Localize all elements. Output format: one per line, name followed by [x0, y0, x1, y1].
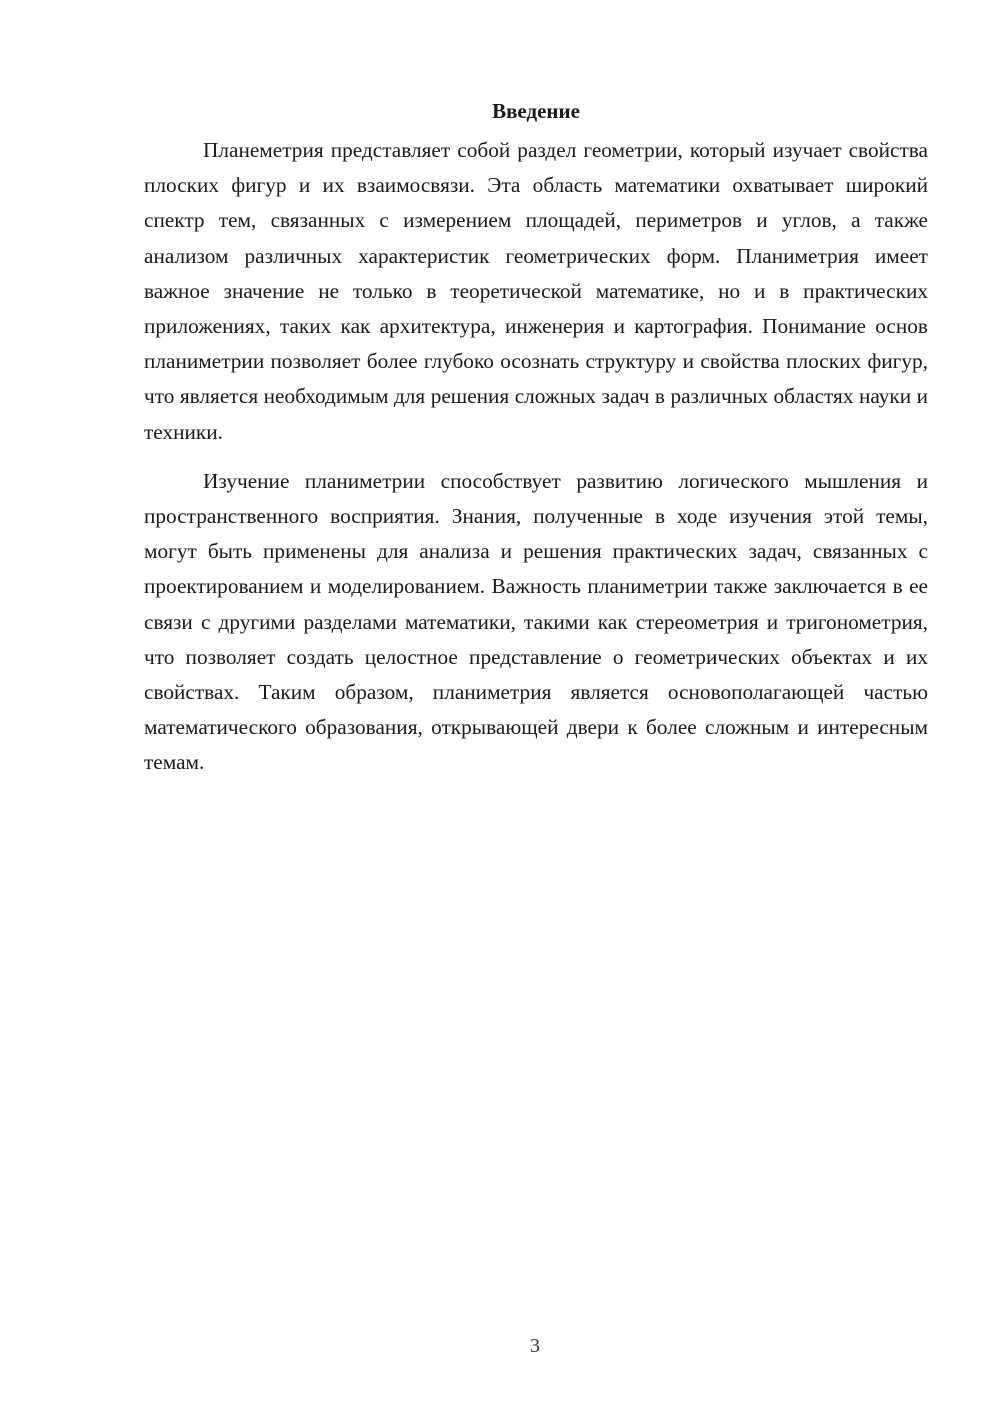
paragraph: Планеметрия представляет собой раздел геометрии, который изучает свойства плоских фигур и их взаимосвязи. Эта область математики охватывает широкий спектр тем, связанных с измерением площадей, периметров и углов, а также анализом различных характеристик геометрических форм. Планиметрия имеет важное значение не только в теоретической математике, но и в практических приложениях, таких как архитектура, инженерия и картография. Понимание основ планиметрии позволяет более глубоко осознать структуру и свойства плоских фигур, что является необходимым для решения сложных задач в различных областях науки и техники.: [144, 138, 928, 444]
page-body: [144, 95, 928, 781]
paragraph: Изучение планиметрии способствует развитию логического мышления и пространственного восприятия. Знания, полученные в ходе изучения этой темы, могут быть применены для анализа и решения практических задач, связанных с проектированием и моделированием. Важность планиметрии также заключается в ее связи с другими разделами математики, такими как стереометрия и тригонометрия, что позволяет создать целостное представление о геометрических объектах и их свойствах. Таким образом, планиметрия является основополагающей частью математического образования, открывающей двери к более сложным и интересным темам.: [144, 468, 928, 775]
page-number: 3: [530, 1335, 540, 1357]
section-heading: Введение: [492, 99, 580, 123]
